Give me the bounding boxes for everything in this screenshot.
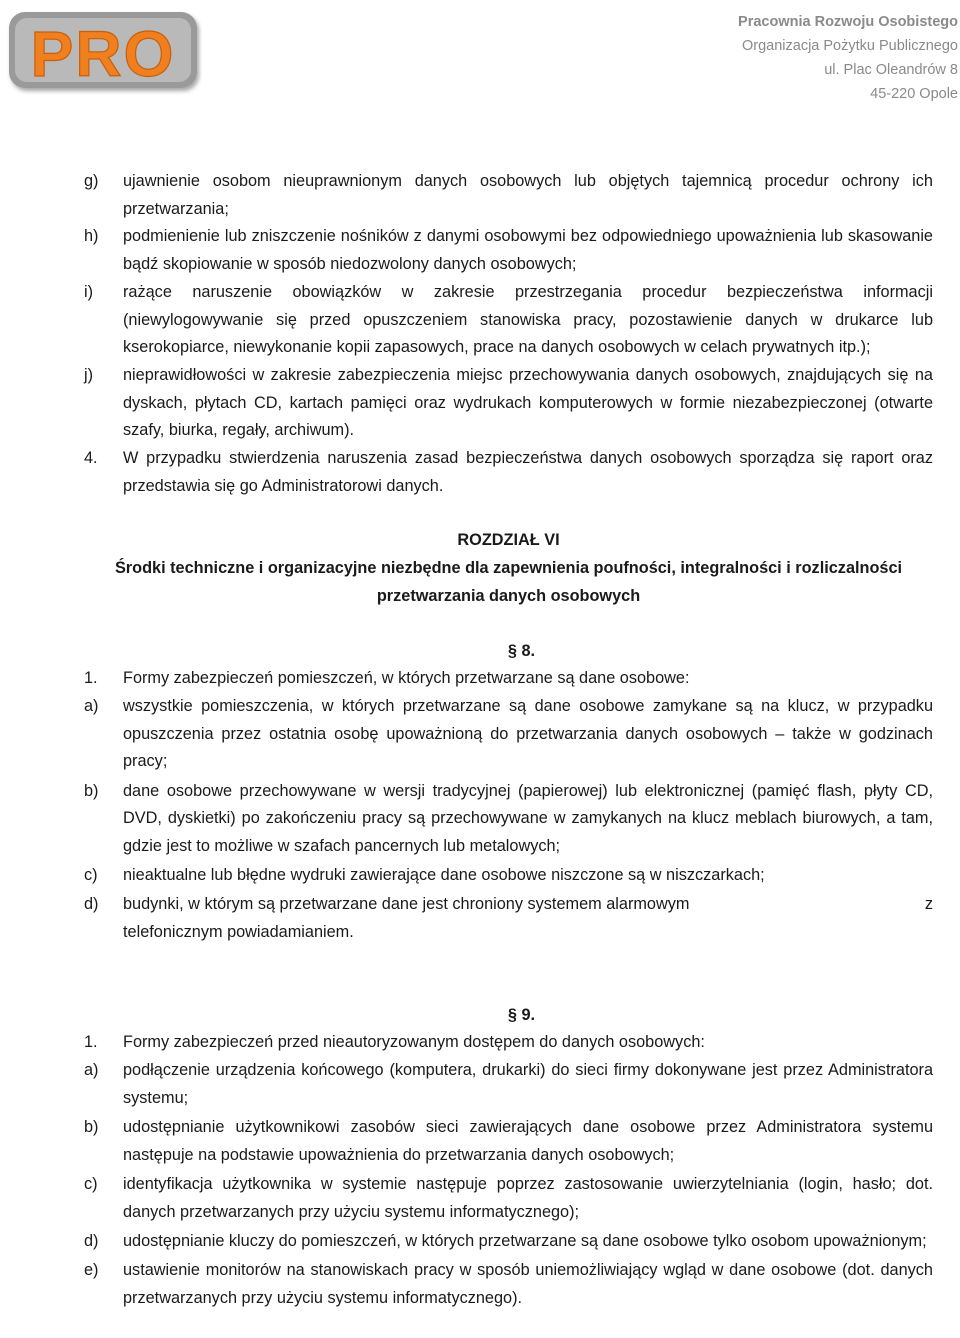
- section-8-heading: § 8.: [507, 641, 536, 660]
- list-item: [84, 778, 933, 861]
- item-label: 1.: [84, 669, 98, 688]
- list-item: [84, 1057, 933, 1112]
- item-label: b): [84, 781, 99, 800]
- list-item: [84, 362, 933, 445]
- item-label: c): [84, 866, 98, 885]
- list-item: [84, 1228, 933, 1256]
- item-label: g): [84, 172, 99, 190]
- list-item: [84, 279, 933, 362]
- organization-info: [738, 10, 958, 106]
- item-text-line: [123, 891, 933, 919]
- item-text: udostępnianie użytkownikowi zasobów sieci zawierających dane osobowe przez Administratora systemu następuje na podstawie upoważnienia do przetwarzania danych osobowych;: [123, 1118, 933, 1164]
- list-item: [84, 862, 933, 890]
- list-item: [84, 1171, 933, 1226]
- item-label: h): [84, 227, 99, 246]
- list-item: [84, 891, 933, 946]
- item-text: identyfikacja użytkownika w systemie następuje poprzez zastosowanie uwierzytelniania (login, hasło; dot. danych przetwarzanych przy użyciu systemu informatycznego);: [123, 1175, 933, 1221]
- item-text: rażące naruszenie obowiązków w zakresie przestrzegania procedur bezpieczeństwa informacji (niewylogowywanie się przed opuszczeniem stanowiska pracy, pozostawienie danych w drukarce lub kserokopiarce, niewykonanie kopii zapasowych, prace na danych osobowych w celach prywatnych itp.);: [123, 282, 933, 357]
- item-label: e): [84, 1261, 99, 1280]
- item-text: podłączenie urządzenia końcowego (komputera, drukarki) do sieci firmy dokonywane jest przez Administratora systemu;: [123, 1061, 933, 1107]
- item-text: ujawnienie osobom nieuprawnionym danych osobowych lub objętych tajemnicą procedur ochrony ich przetwarzania;: [123, 172, 933, 218]
- item-label: i): [84, 282, 94, 301]
- item-label: 1.: [84, 1033, 98, 1052]
- list-item: [84, 445, 933, 500]
- item-text: udostępnianie kluczy do pomieszczeń, w których przetwarzane są dane osobowe tylko osobom upoważnionym;: [123, 1231, 927, 1250]
- logo-text: PRO: [30, 18, 176, 90]
- item-label: b): [84, 1118, 99, 1137]
- section-9-heading: § 9.: [507, 1005, 536, 1024]
- item-text: [123, 891, 933, 946]
- org-name: Pracownia Rozwoju Osobistego: [738, 14, 958, 30]
- item-text: nieprawidłowości w zakresie zabezpieczenia miejsc przechowywania danych osobowych, znajdujących się na dyskach, płytach CD, kartach pamięci oraz wydrukach komputerowych w formie niezabezpieczonej (otwarte szafy, biurka, regały, archiwum).: [123, 365, 933, 440]
- list-item: [84, 168, 933, 223]
- list-item: [84, 693, 933, 776]
- item-label: c): [84, 1175, 98, 1193]
- item-label: d): [84, 1231, 99, 1250]
- item-text: ustawienie monitorów na stanowiskach pracy w sposób uniemożliwiający wgląd w dane osobowe (dot. danych przetwarzanych przy użyciu systemu informatycznego).: [123, 1261, 933, 1307]
- document-body: [84, 168, 933, 1313]
- section-8-intro: [84, 665, 933, 693]
- chapter-title: ROZDZIAŁ VI: [457, 531, 560, 550]
- item-label: 4.: [84, 449, 98, 468]
- item-text-line: telefonicznym powiadamianiem.: [123, 923, 354, 942]
- chapter-subtitle: Środki techniczne i organizacyjne niezbędne dla zapewnienia poufności, integralności i rozliczalności przetwarzania danych osobowych: [114, 559, 903, 605]
- item-text: W przypadku stwierdzenia naruszenia zasad bezpieczeństwa danych osobowych sporządza się raport oraz przedstawia się go Administratorowi danych.: [123, 449, 933, 495]
- org-type: Organizacja Pożytku Publicznego: [741, 38, 958, 54]
- pro-logo: [6, 6, 202, 98]
- item-text-part: budynki, w którym są przetwarzane dane jest chroniony systemem alarmowym: [123, 895, 690, 914]
- item-text: Formy zabezpieczeń pomieszczeń, w których przetwarzane są dane osobowe:: [123, 669, 690, 688]
- list-item: [84, 223, 933, 278]
- item-label: d): [84, 895, 99, 914]
- item-label: a): [84, 1061, 99, 1080]
- list-item: [84, 1114, 933, 1169]
- org-city: 45-220 Opole: [870, 86, 958, 102]
- item-text: wszystkie pomieszczenia, w których przetwarzane są dane osobowe zamykane są na klucz, w przypadku opuszczenia przez ostatnia osobę upoważnioną do przetwarzania danych osobowych – także w godzinach pracy;: [123, 696, 933, 771]
- item-text: Formy zabezpieczeń przed nieautoryzowanym dostępem do danych osobowych:: [123, 1033, 705, 1052]
- item-label: a): [84, 696, 99, 715]
- section-9-intro: [84, 1029, 933, 1057]
- org-street: ul. Plac Oleandrów 8: [824, 62, 958, 78]
- item-text: dane osobowe przechowywane w wersji tradycyjnej (papierowej) lub elektronicznej (pamięć flash, płyty CD, DVD, dyskietki) po zakończeniu pracy są przechowywane w zamykanych na klucz meblach biurowych, a tam, gdzie jest to możliwe w szafach pancernych lub metalowych;: [123, 781, 933, 855]
- item-text: podmienienie lub zniszczenie nośników z danymi osobowymi bez odpowiedniego upoważnienia lub skasowanie bądź skopiowanie w sposób niedozwolony danych osobowych;: [123, 227, 933, 274]
- item-text-part: z: [924, 895, 933, 914]
- item-label: j): [84, 365, 94, 384]
- list-item: [84, 1257, 933, 1312]
- item-text: nieaktualne lub błędne wydruki zawierające dane osobowe niszczone są w niszczarkach;: [123, 866, 765, 885]
